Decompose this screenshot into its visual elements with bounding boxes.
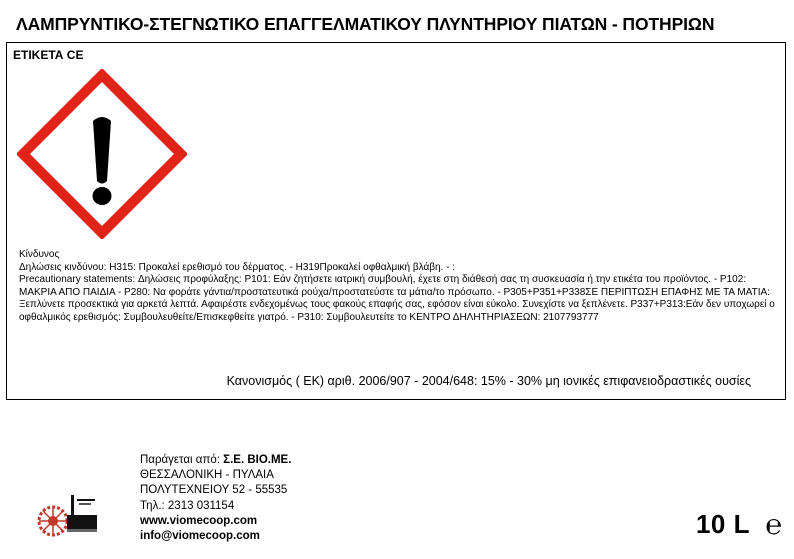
producer-line bbox=[140, 453, 291, 468]
producer-email: info@viomecoop.com bbox=[140, 530, 260, 543]
volume-label: 10 L bbox=[695, 509, 750, 539]
ce-label-heading: ΕΤΙΚΕΤΑ CE bbox=[13, 48, 84, 62]
exclamation-mark-hazard-icon bbox=[17, 69, 187, 239]
producer-city: ΘΕΣΣΑΛΟΝΙΚΗ - ΠΥΛΑΙΑ bbox=[140, 469, 274, 482]
estimated-sign-icon: ℮ bbox=[765, 508, 782, 541]
hazard-statements: Δηλώσεις κινδύνου: H315: Προκαλεί ερεθισμό του δέρματος. - H319Προκαλεί οφθαλμική βλάβη. - : bbox=[19, 261, 455, 273]
regulation-text: Κανονισμός ( ΕΚ) αριθ. 2006/907 - 2004/648: 15% - 30% μη ιονικές επιφανειοδραστικές ουσίες bbox=[226, 374, 751, 388]
producer-info bbox=[140, 453, 291, 544]
producer-website: www.viomecoop.com bbox=[140, 514, 258, 527]
hazard-information bbox=[19, 249, 777, 324]
ce-label-box bbox=[6, 42, 786, 400]
company-name: Σ.Ε. ΒΙΟ.ΜΕ. bbox=[223, 454, 292, 466]
viome-logo-icon bbox=[33, 489, 99, 537]
signal-word: Κίνδυνος bbox=[19, 249, 60, 260]
producer-phone: Τηλ.: 2313 031154 bbox=[140, 499, 235, 512]
producer-address: ΠΟΛΥΤΕΧΝΕΙΟΥ 52 - 55535 bbox=[140, 484, 288, 497]
made-by-label: Παράγεται από: bbox=[140, 454, 224, 466]
product-title: ΛΑΜΠΡΥΝΤΙΚΟ-ΣΤΕΓΝΩΤΙΚΟ ΕΠΑΓΓΕΛΜΑΤΙΚΟΥ ΠΛΥΝΤΗΡΙΟΥ ΠΙΑΤΩΝ - ΠΟΤΗΡΙΩΝ bbox=[16, 14, 715, 34]
precautionary-statements: Precautionary statements: Δηλώσεις προφύλαξης: P101: Εάν ζητήσετε ιατρική συμβουλή, έχετε στη διάθεσή σας τη συσκευασία ή την ετικέτα του προϊόντος. - P102: ΜΑΚΡΙΑ ΑΠΟ ΠΑΙΔΙΑ - P280: Να φοράτε γάντια/προστατευτικά ρούχα/προστατεύστε τα μάτια/το πρόσωπο. - P305+P351+P338ΣΕ ΠΕΡΙΠΤΩΣΗ ΕΠΑΦΗΣ ΜΕ ΤΑ ΜΑΤΙΑ: Ξεπλύνετε προσεκτικά για αρκετά λεπτά. Αφαιρέστε ενδεχομένως τους φακούς επαφής σας, εφόσον είναι εύκολο. Συνεχίστε να ξεπλένετε. P337+P313:Εάν δεν υποχωρεί ο οφθαλμικός ερεθισμός: Συμβουλευθείτε/Επισκεφθείτε γιατρό. - P310: Συμβουλευτείτε το ΚΕΝΤΡΟ ΔΗΛΗΤΗΡΙΑΣΕΩΝ: 2107793777 bbox=[19, 274, 775, 323]
